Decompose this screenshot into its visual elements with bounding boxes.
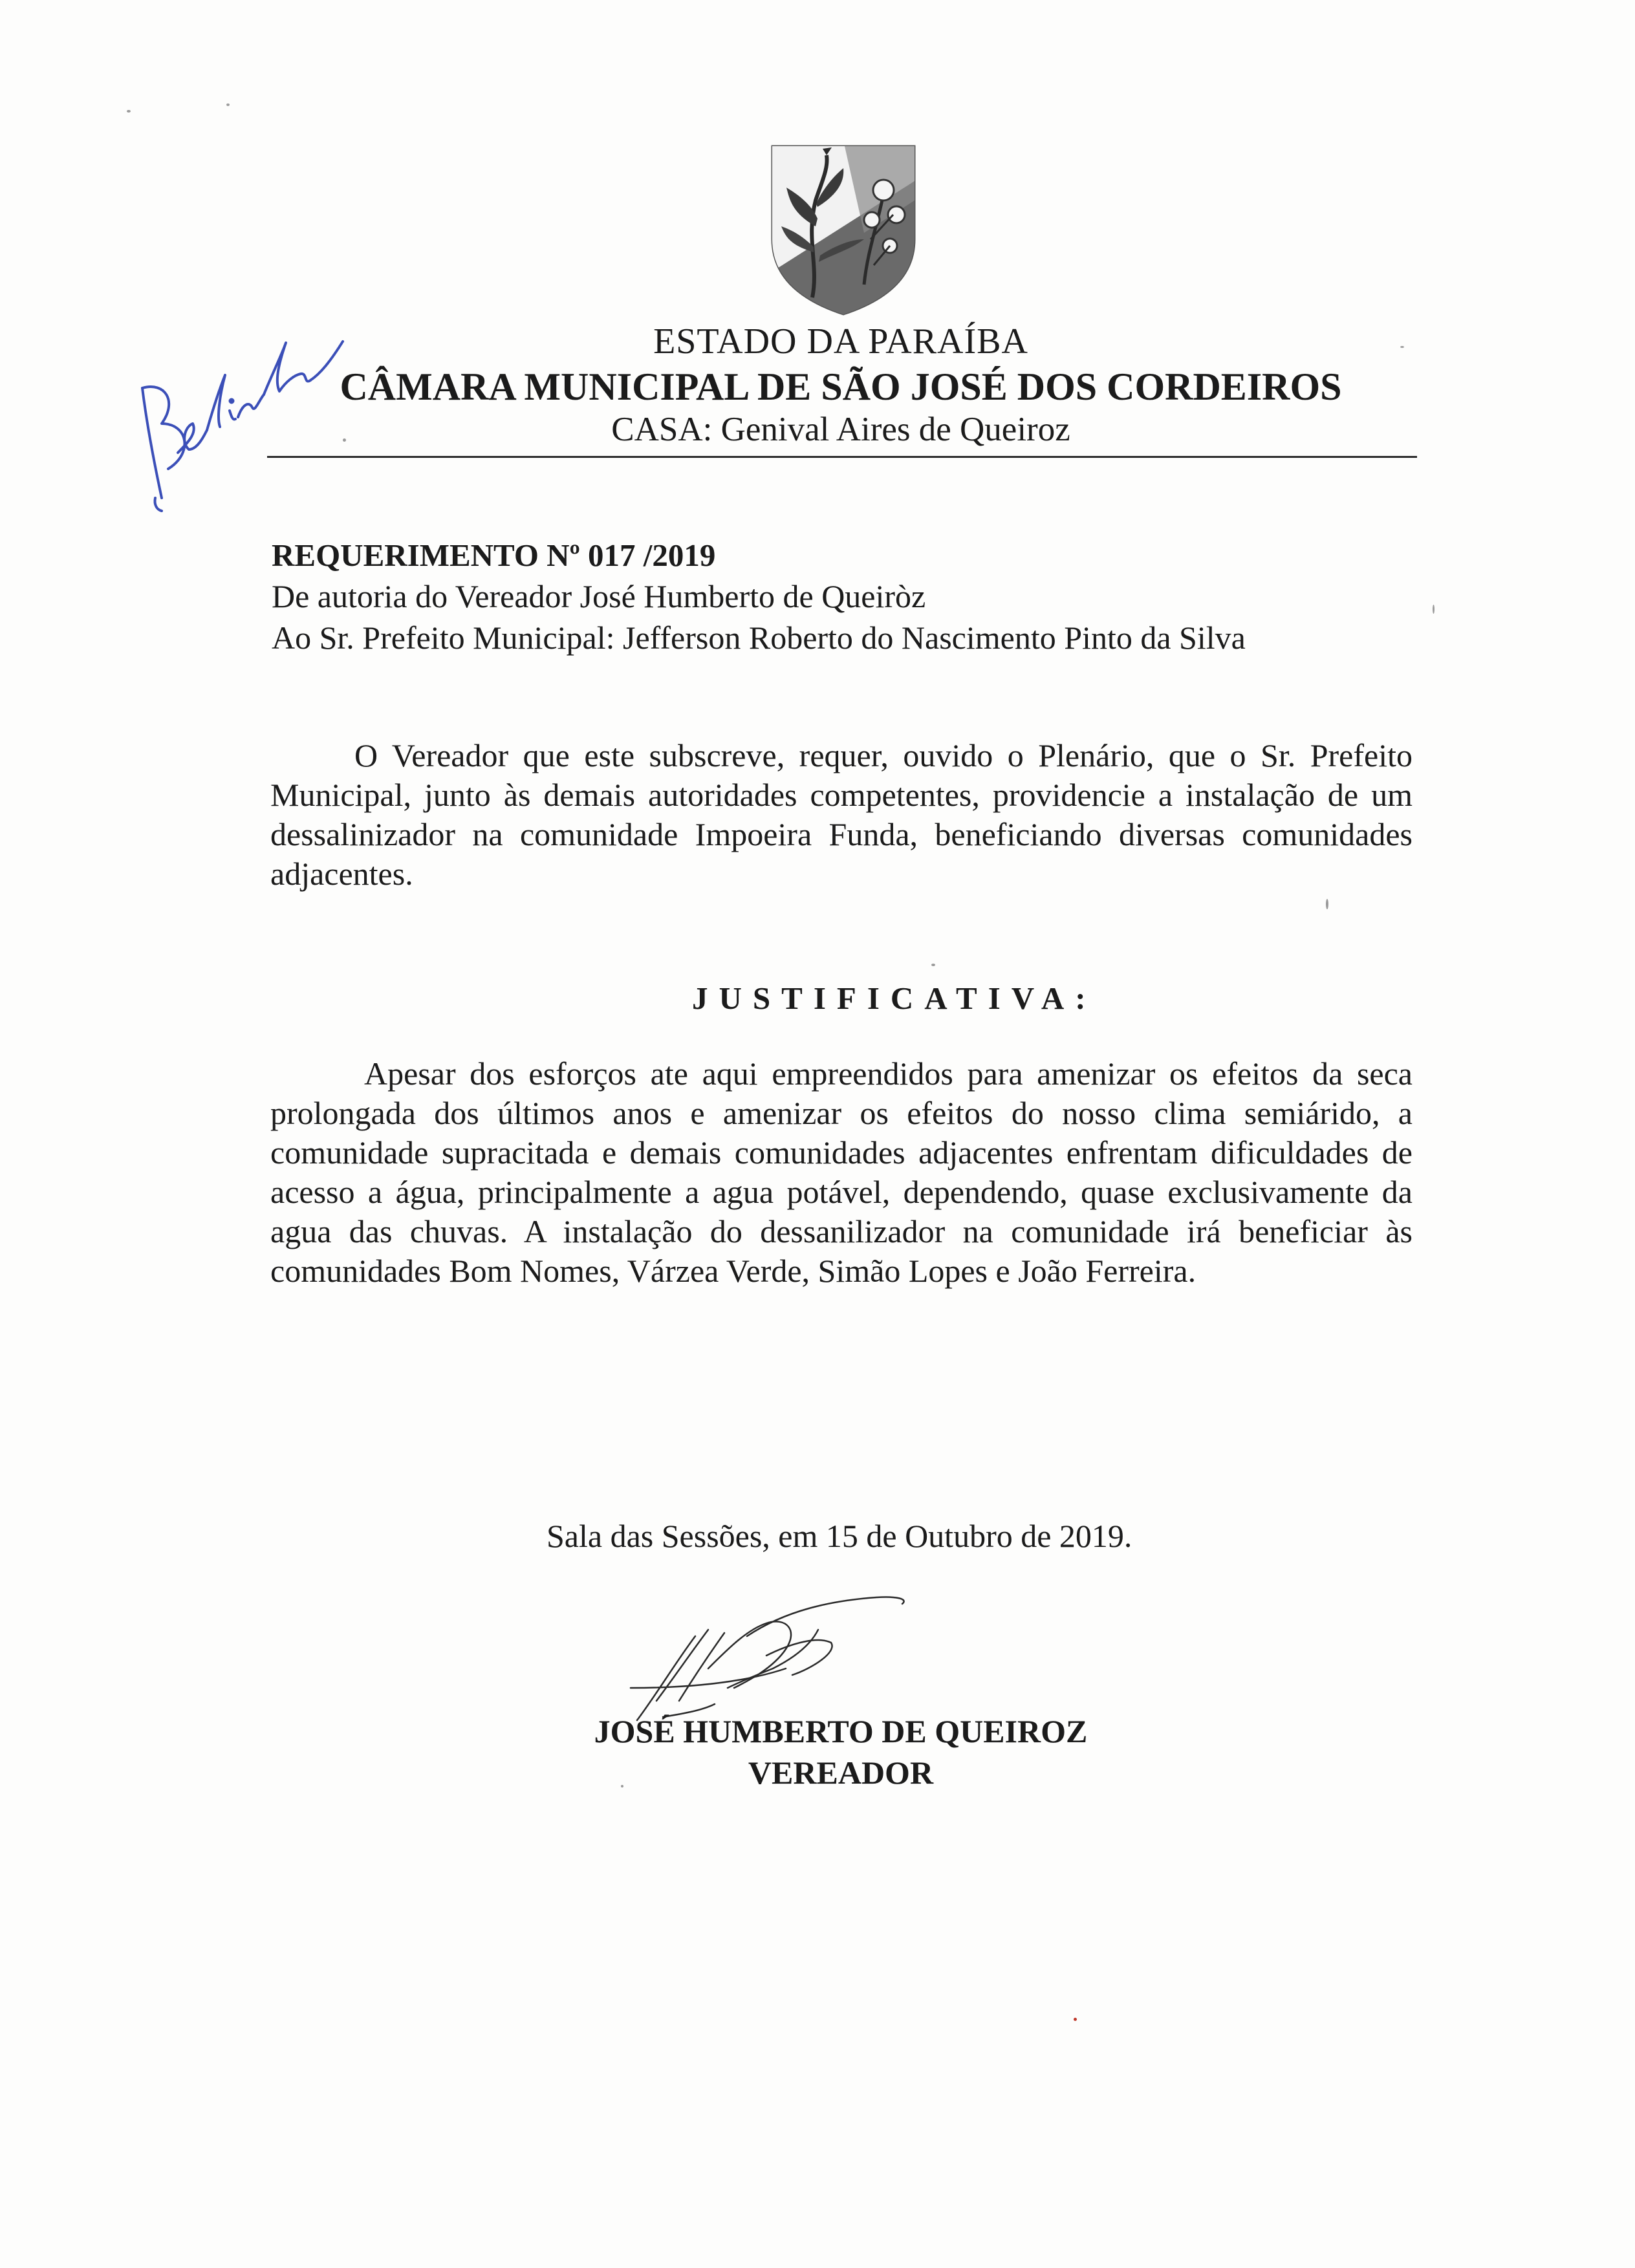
house-name: CASA: Genival Aires de Queiroz [611, 411, 1070, 448]
scan-speck [1433, 605, 1435, 614]
signer-name: JOSÉ HUMBERTO DE QUEIROZ [594, 1713, 1088, 1749]
scan-speck [127, 110, 131, 113]
header-divider [267, 456, 1417, 458]
state-name: ESTADO DA PARAÍBA [653, 321, 1028, 362]
request-number: REQUERIMENTO Nº 017 /2019 [272, 537, 716, 573]
scan-speck [931, 964, 935, 966]
signature-icon [618, 1591, 915, 1733]
scan-speck [226, 103, 230, 106]
scan-speck [621, 1785, 623, 1787]
place-date: Sala das Sessões, em 15 de Outubro de 2019. [547, 1518, 1132, 1554]
request-author: De autoria do Vereador José Humberto de Queiròz [272, 578, 926, 614]
justification-title: JUSTIFICATIVA: [692, 980, 1097, 1016]
request-addressee: Ao Sr. Prefeito Municipal: Jefferson Roberto do Nascimento Pinto da Silva [272, 620, 1246, 656]
scan-speck [343, 438, 346, 442]
request-body: O Vereador que este subscreve, requer, ouvido o Plenário, que o Sr. Prefeito Municipal, junto às demais autoridades competentes, providencie a instalação de um dessalinizador na comunidade Impoeira Funda, beneficiando diversas comunidades adjacentes. [270, 737, 1413, 892]
scan-speck [1074, 2018, 1077, 2021]
scan-speck [1400, 346, 1404, 348]
justification-body: Apesar dos esforços ate aqui empreendidos para amenizar os efeitos da seca prolongada dos últimos anos e amenizar os efeitos do nosso clima semiárido, a comunidade supracitada e demais comunidades adjacentes enfrentam dificuldades de acesso a água, principalmente a agua potável, dependendo, quase exclusivamente da agua das chuvas. A instalação do dessanilizador na comunidade irá beneficiar às comunidades Bom Nomes, Várzea Verde, Simão Lopes e João Ferreira. [270, 1055, 1413, 1289]
scan-speck [1326, 899, 1328, 909]
chamber-name: CÂMARA MUNICIPAL DE SÃO JOSÉ DOS CORDEIROS [340, 365, 1342, 408]
municipal-crest-icon [767, 142, 920, 317]
signer-role: VEREADOR [748, 1755, 934, 1791]
